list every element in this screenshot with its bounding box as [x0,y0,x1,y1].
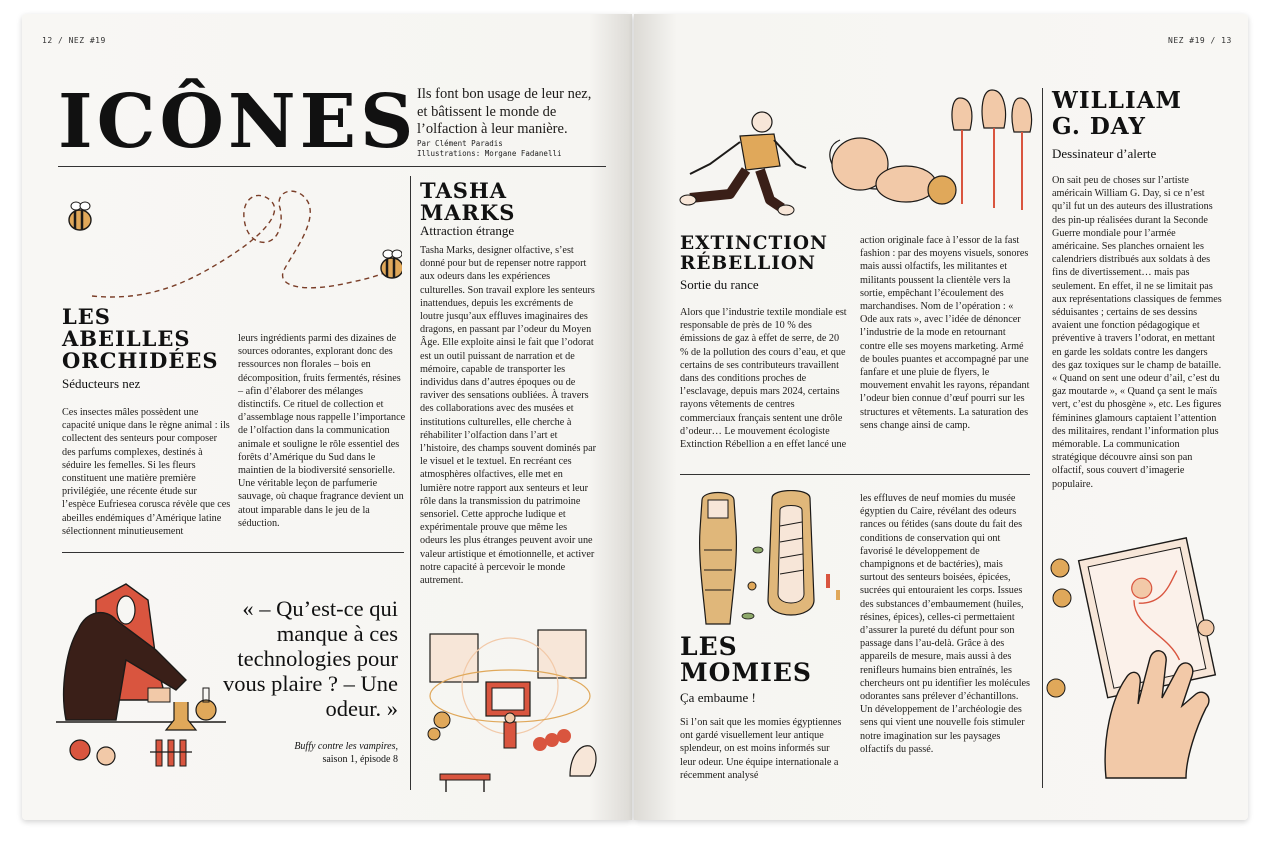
extinction-title: EXTINCTION RÉBELLION [680,233,828,274]
bees-bottom-rule [62,552,404,553]
bees-title: LES ABEILLES ORCHIDÉES [62,304,219,373]
right-page [634,14,1248,820]
momies-col2: les effluves de neuf momies du musée égyptien du Caire, révélant des odeurs rances ou fétides (sans doute du fait des conditions de conservation qui ont favorisé le développement de champignons et de bactéries), mais surtout des senteurs boisées, épicées, sucrées qui entouraient les corps. Issues des substances d’embaumement (huiles, résines, épices), celles-ci permettaient d’assurer la pureté du défunt pour son passage dans l’au-delà. Grâce à des appareils de mesure, mais aussi à des renifleurs humains bien entraînés, les chercheurs ont pu identifier les molécules odorantes sans prélever d’échantillons. Un développement de l’archéologie des sens qui vient une nouvelle fois stimuler notre imagination sur les paysages olfactifs du passé. [860,493,1031,755]
bees-subtitle: Séducteurs nez [62,376,141,391]
pinup-illustration [1046,528,1226,788]
extinction-subtitle: Sortie du rance [680,277,759,292]
flask-icon [166,702,196,730]
quote-source-title: Buffy contre les vampires, [294,741,398,752]
section-title: ICÔNES [58,79,418,165]
tasha-body: Tasha Marks, designer olfactive, s’est donné pour but de repenser notre rapport aux odeurs dans les expériences culturelles. Son travail explore les senteurs inattendues, depuis les excréments de loutre jusqu’aux effluves imaginaires des dragons, en passant par l’odeur du Moyen Âge. Elle exploite ainsi le fait que l’odorat est un outil puissant de narration et de mémoire, capable de transporter les individus dans d’autres époques ou de raviver des sensations oubliées. À travers des collaborations avec des musées et institutions culturelles, elle cherche à réhabiliter l’olfaction dans l’art et l’histoire, des champs souvent dominés par le visuel et le textuel. En recréant ces atmosphères olfactives, elle met en lumière notre rapport aux senteurs et leur rôle dans la transmission du patrimoine sensoriel. Cette approche ludique et expérimentale prouve que même les odeurs les plus étranges peuvent avoir une valeur artistique et émotionnelle, et activer notre capacité à percevoir le monde autrement. [420,245,596,587]
extinction-col2: action originale face à l’essor de la fast fashion : par des moyens visuels, sonores mais aussi olfactifs, les militantes et militants poussent la clientèle vers la sortie, empêchant l’écoulement des marchandises. Nom de l’opération : « Ode aux rats », avec l’idée de dénoncer l’industrie de la mode en retournant contre elle ses moyens marketing. Armé de boules puantes et accompagné par une fanfare et une pluie de flyers, le mouvement envahit les rayons, répandant l’odeur bien connue d’œuf pourri sur les structures et vêtements. La saturation des sens change ainsi de camp. [860,235,1030,431]
running-man-icon [680,112,806,215]
bees-illustration [62,184,402,314]
top-rule [58,166,606,167]
right-column-divider [1042,88,1043,788]
mannequin-icon [952,90,1032,210]
magazine-spread [22,14,1248,820]
wrapped-mummy-icon [768,491,814,616]
credit-illustrations: Illustrations: Morgane Fadanelli [417,149,562,158]
pull-quote: « – Qu’est-ce qui manque à ces technologies pour vous plaire ? – Une odeur. » [223,596,398,721]
bees-col2: leurs ingrédients parmi des dizaines de sources odorantes, explorant donc des ressources non florales – bois en décomposition, fruits fermentés, résines – afin d’élaborer des mélanges distinctifs. Ce rituel de collection et d’assemblage nous rappelle l’importance de l’olfaction dans la communication animale et souligne le rôle essentiel des forêts d’Amérique du Sud dans le maintien de la biodiversité sensorielle. Une véritable leçon de parfumerie sauvage, où chaque fragrance devient un atout imparable dans le jeu de la séduction. [238,333,406,529]
right-folio: NEZ #19 / 13 [1168,36,1232,45]
bees-col1: Ces insectes mâles possèdent une capacité unique dans le règne animal : ils collectent des senteurs pour composer des parfums complexes, destinés à séduire les femelles. Si les fleurs constituent une matière première privilégiée, une récente étude sur l’espèce Eufriesea corusca révèle que ces abeilles endémiques d’Amérique latine sélectionnent minutieusement [62,407,231,537]
extinction-col1: Alors que l’industrie textile mondiale est responsable de près de 10 % des émissions de gaz à effet de serre, de 20 % de la pollution des cours d’eau, et que certains de ses contributeurs travaillent dans des conditions proches de l’esclavage, depuis mars 2024, certains rayons vêtements de centres commerciaux français sentent une drôle d’odeur… Le mouvement écologiste Extinction Rébellion a en effet lancé une [680,307,847,451]
tasha-title: TASHA MARKS [420,178,516,225]
william-body: On sait peu de choses sur l’artiste américain William G. Day, si ce n’est qu’il fut un des auteurs des illustrations des pin-up réalisées durant la Seconde Guerre mondiale pour l’armée américaine. Ses planches ornaient les calendriers distribués aux soldats à des fins de divertissement… mais pas seulement. En effet, il ne se limitait pas aux représentations classiques de femmes séduisantes ; certains de ses dessins avaient une fonction pédagogique et préventive à travers l’odorat, en mettant en garde les soldats contre les dangers des gaz toxiques sur le champ de bataille. « Quand on sent une odeur d’ail, c’est du gaz moutarde », « Quand ça sent le maïs vert, c’est du phosgène », etc. Les figures féminines glamours captaient l’attention des militaires, rendant l’information plus mémorable. La communication stratégique découvre ainsi son pan olfactif, sous couvert d’imagerie populaire. [1052,175,1222,490]
museum-illustration [420,626,600,796]
mummies-illustration [688,490,858,630]
credit-author: Par Clément Paradis [417,139,503,148]
momies-subtitle: Ça embaume ! [680,690,756,705]
left-page [22,14,632,820]
stink-trail-icon [830,138,956,204]
intro-text: Ils font bon usage de leur nez, et bâtissent le monde de l’olfaction à leur manière. [417,86,592,137]
left-folio: 12 / NEZ #19 [42,36,106,45]
extinction-bottom-rule [680,474,1030,475]
fashion-illustration [670,84,1034,234]
momies-col1: Si l’on sait que les momies égyptiennes ont gardé visuellement leur antique splendeur, on est moins informés sur leur odeur. Une équipe internationale a récemment analysé [680,717,842,781]
william-title: WILLIAM G. DAY [1052,87,1182,140]
quote-source-detail: saison 1, épisode 8 [322,754,398,765]
momies-title: LES MOMIES [680,632,812,687]
tasha-subtitle: Attraction étrange [420,223,515,238]
bee-icon [69,202,91,230]
sarcophagus-icon [700,493,737,625]
column-divider [410,176,411,790]
william-subtitle: Dessinateur d’alerte [1052,146,1157,161]
